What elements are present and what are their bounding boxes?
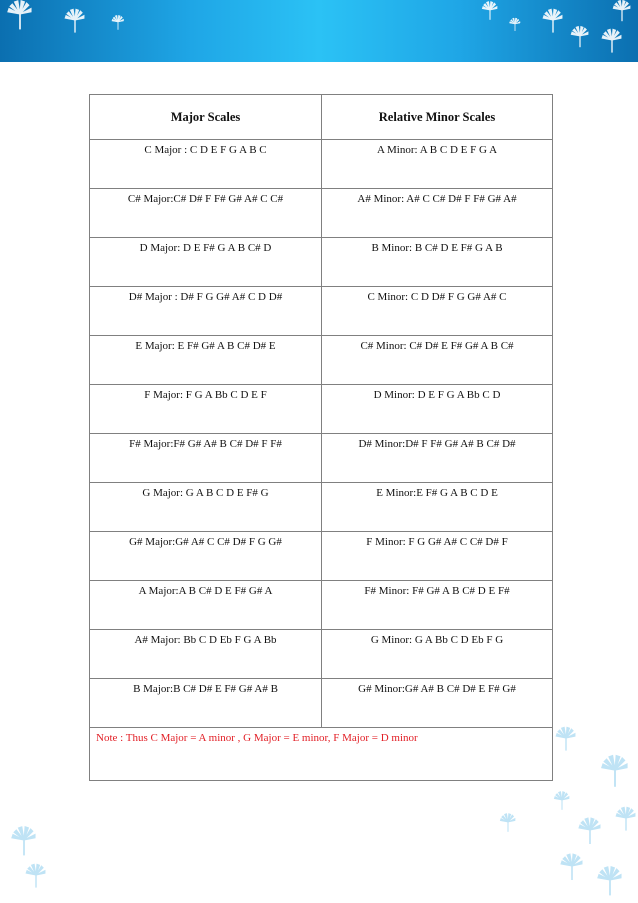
minor-scale-cell: E Minor:E F# G A B C D E [322,483,553,532]
minor-scale-cell: G# Minor:G# A# B C# D# E F# G# [322,679,553,728]
table-row [90,189,553,238]
minor-scale-cell: D Minor: D E F G A Bb C D [322,385,553,434]
table-row [90,581,553,630]
major-scale-cell: F# Major:F# G# A# B C# D# F F# [90,434,322,483]
major-scale-cell: F Major: F G A Bb C D E F [90,385,322,434]
minor-scale-cell: A Minor: A B C D E F G A [322,140,553,189]
table-row [90,434,553,483]
table-row [90,238,553,287]
note-row [90,728,553,781]
dandelion-bottom-right-icon [490,720,638,903]
major-scale-cell: B Major:B C# D# E F# G# A# B [90,679,322,728]
dandelion-decoration-icon [0,0,638,62]
minor-scale-cell: D# Minor:D# F F# G# A# B C# D# [322,434,553,483]
major-scale-cell: E Major: E F# G# A B C# D# E [90,336,322,385]
table-row [90,532,553,581]
minor-scale-cell: G Minor: G A Bb C D Eb F G [322,630,553,679]
major-scale-cell: A Major:A B C# D E F# G# A [90,581,322,630]
table-row [90,483,553,532]
minor-scale-cell: B Minor: B C# D E F# G A B [322,238,553,287]
table-row [90,336,553,385]
table-row [90,679,553,728]
major-scale-cell: A# Major: Bb C D Eb F G A Bb [90,630,322,679]
minor-scale-cell: C Minor: C D D# F G G# A# C [322,287,553,336]
minor-scale-cell: F# Minor: F# G# A B C# D E F# [322,581,553,630]
relative-minor-scales-header: Relative Minor Scales [322,95,553,140]
header-banner [0,0,638,62]
scales-table [89,94,553,781]
major-scale-cell: C# Major:C# D# F F# G# A# C C# [90,189,322,238]
major-scale-cell: D# Major : D# F G G# A# C D D# [90,287,322,336]
table-row [90,287,553,336]
note-text: Note : Thus C Major = A minor , G Major = E minor, F Major = D minor [90,728,553,781]
table-row [90,385,553,434]
table-header-row [90,95,553,140]
dandelion-bottom-left-icon [0,820,70,903]
major-scale-cell: D Major: D E F# G A B C# D [90,238,322,287]
major-scale-cell: G# Major:G# A# C C# D# F G G# [90,532,322,581]
major-scale-cell: G Major: G A B C D E F# G [90,483,322,532]
minor-scale-cell: C# Minor: C# D# E F# G# A B C# [322,336,553,385]
minor-scale-cell: F Minor: F G G# A# C C# D# F [322,532,553,581]
table-row [90,630,553,679]
major-scale-cell: C Major : C D E F G A B C [90,140,322,189]
minor-scale-cell: A# Minor: A# C C# D# F F# G# A# [322,189,553,238]
major-scales-header: Major Scales [90,95,322,140]
table-row [90,140,553,189]
